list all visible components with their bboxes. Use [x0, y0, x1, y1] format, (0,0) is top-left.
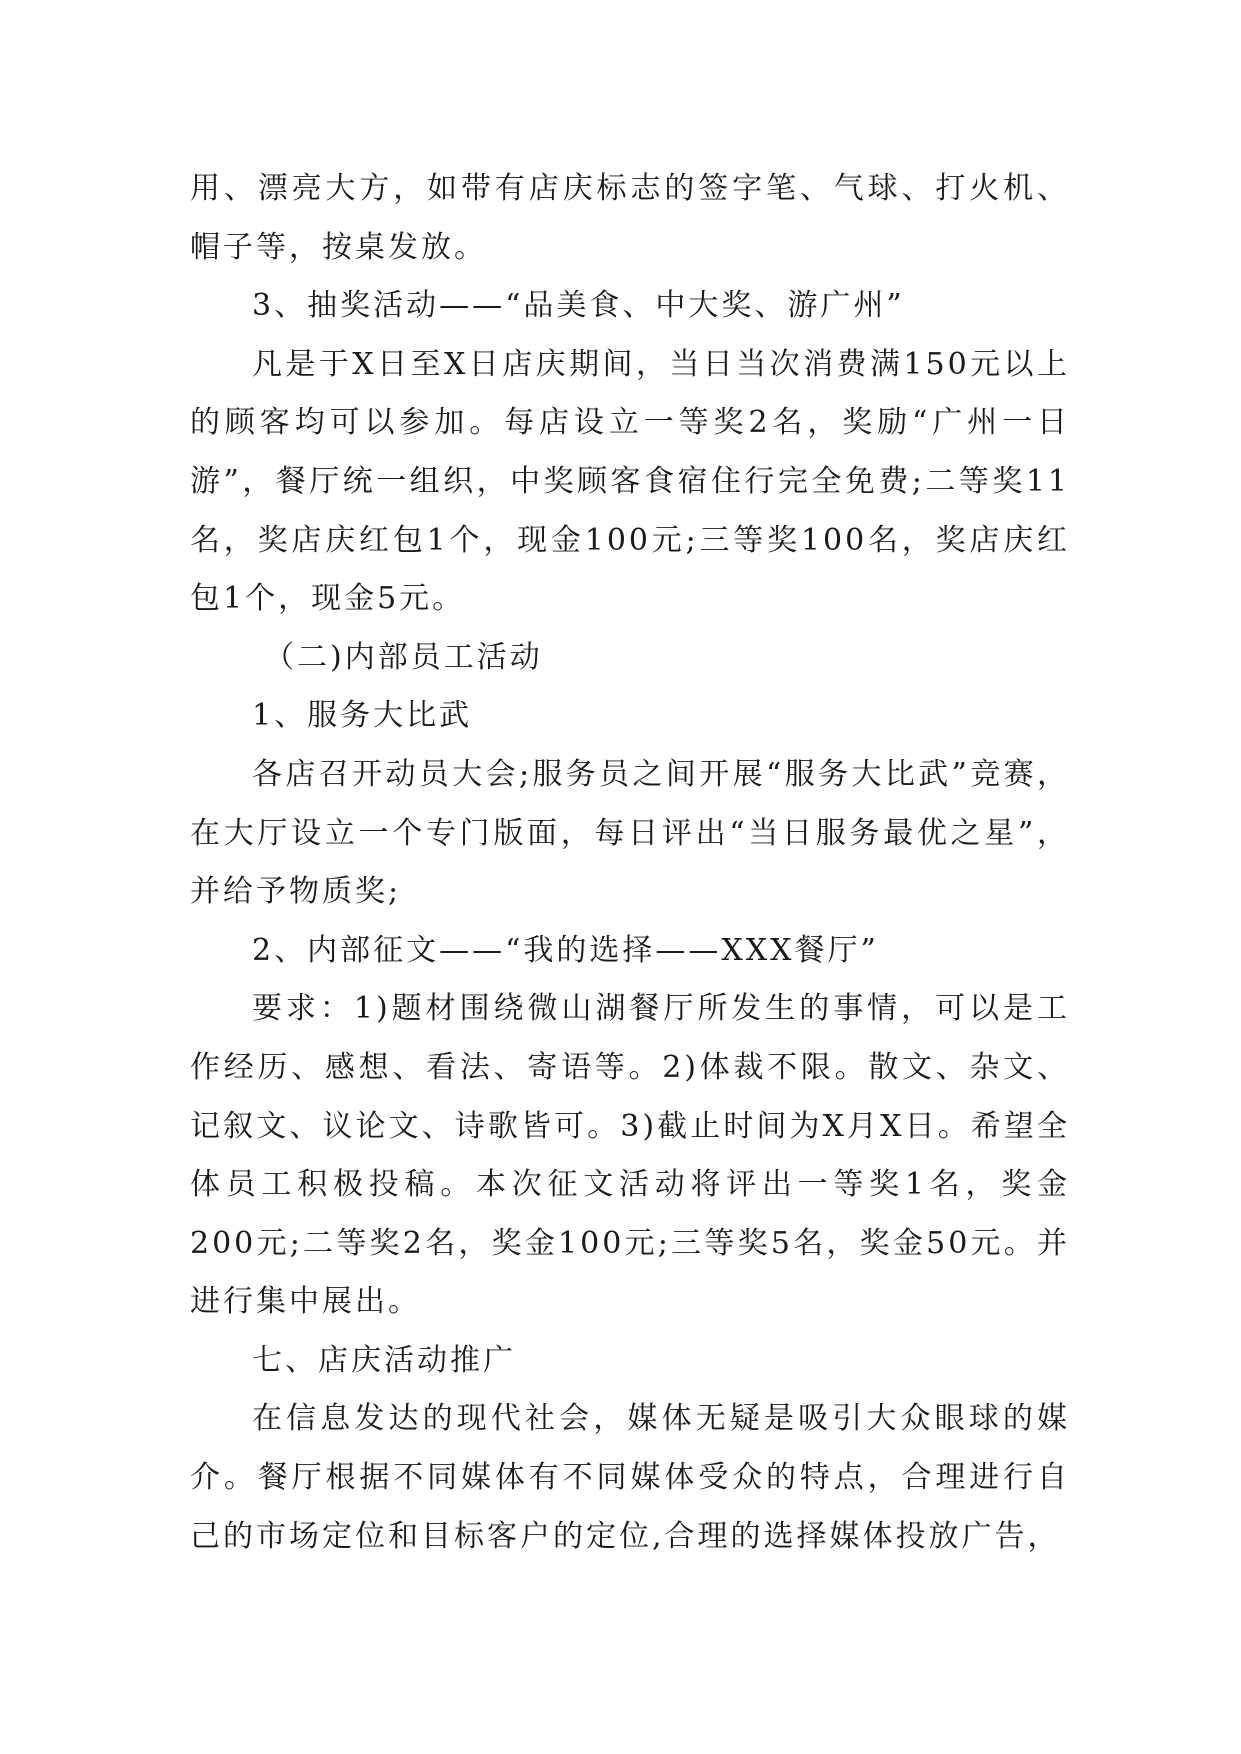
paragraph-service-competition: 各店召开动员大会;服务员之间开展“服务大比武”竞赛，在大厅设立一个专门版面，每日评出“当日服务最优之星”，并给予物质奖;: [190, 756, 1070, 910]
heading-internal-staff-activities: （二)内部员工活动: [264, 639, 543, 675]
heading-internal-essay: 2、内部征文——“我的选择——XXX餐厅”: [252, 932, 879, 968]
paragraph-promotion: 在信息发达的现代社会，媒体无疑是吸引大众眼球的媒介。餐厅根据不同媒体有不同媒体受众的特点，合理进行自己的市场定位和目标客户的定位,合理的选择媒体投放广告，: [190, 1401, 1070, 1554]
paragraph-lottery-details: 凡是于X日至X日店庆期间，当日当次消费满150元以上的顾客均可以参加。每店设立一等奖2名，奖励“广州一日游”，餐厅统一组织，中奖顾客食宿住行完全免费;二等奖11名，奖店庆红包1个，现金100元;三等奖100名，奖店庆红包1个，现金5元。: [190, 346, 1070, 617]
heading-service-competition: 1、服务大比武: [252, 698, 473, 734]
paragraph-continuation: 用、漂亮大方，如带有店庆标志的签字笔、气球、打火机、帽子等，按桌发放。: [190, 171, 1070, 265]
paragraph-essay-requirements: 要求：1)题材围绕微山湖餐厅所发生的事情，可以是工作经历、感想、看法、寄语等。2)体裁不限。散文、杂文、记叙文、议论文、诗歌皆可。3)截止时间为X月X日。希望全体员工积极投稿。本次征文活动将评出一等奖1名，奖金200元;二等奖2名，奖金100元;三等奖5名，奖金50元。并进行集中展出。: [190, 991, 1070, 1320]
heading-lottery-activity: 3、抽奖活动——“品美食、中大奖、游广州”: [252, 288, 905, 324]
heading-promotion: 七、店庆活动推广: [252, 1342, 516, 1378]
document-body: [190, 160, 1070, 1566]
